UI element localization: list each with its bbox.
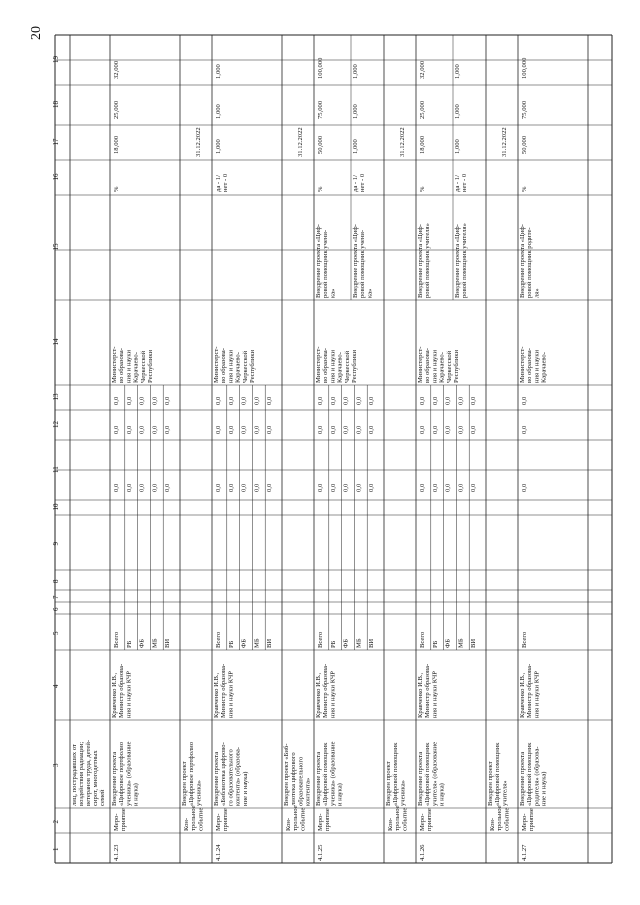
row-unit: % — [317, 186, 324, 192]
row-kind: Меро- — [419, 813, 426, 831]
row-organization: во образова- — [526, 348, 534, 383]
event-date: 31.12.2022 — [501, 127, 508, 157]
column-number: 10 — [52, 503, 60, 511]
column-number: 2 — [52, 820, 60, 824]
row-number: 4.1.23 — [113, 844, 120, 861]
value-col13: 0,0 — [151, 396, 159, 405]
value-col11: 0,0 — [317, 483, 324, 492]
value-col13: 0,0 — [266, 396, 274, 405]
event-date: 31.12.2022 — [297, 127, 304, 157]
row-indicator: ровой помощник учени- — [322, 229, 330, 298]
value-col11: 0,0 — [470, 483, 478, 492]
row-name: Внедрен проект «Биб- — [283, 743, 290, 806]
column-number: 17 — [52, 138, 60, 146]
fund-label: РБ — [125, 640, 133, 648]
row-executor: ния и науки КЧР — [329, 671, 337, 718]
row-organization: Черкесской — [139, 350, 147, 383]
row-executor: Министр образова- — [118, 663, 126, 718]
value-col12: 0,0 — [431, 425, 439, 434]
row-col18: 25,000 — [419, 100, 426, 119]
row-organization: Черкесской — [343, 350, 351, 383]
row-kind: событие — [197, 807, 205, 831]
row-kind: событие — [503, 807, 511, 831]
row-organization: Министерст- — [519, 346, 526, 383]
column-number: 12 — [52, 421, 60, 428]
table-grid — [55, 35, 612, 863]
row-organization: во образова- — [424, 348, 432, 383]
value-col11: 0,0 — [240, 483, 248, 492]
column-number: 3 — [52, 763, 60, 767]
row-kind: трольное — [292, 805, 300, 831]
column-number: 5 — [52, 631, 60, 635]
row-executor: Министр образова- — [526, 663, 534, 718]
value-col11: 0,0 — [164, 483, 172, 492]
row-name: ученика» — [399, 780, 407, 806]
carryover-text: лиц, пострадавших от — [71, 744, 78, 806]
value-col13: 0,0 — [164, 396, 172, 405]
value-col13: 0,0 — [431, 396, 439, 405]
value-col13: 0,0 — [215, 396, 222, 405]
row-name: «Цифровое портфолио — [118, 742, 126, 806]
fund-label: Всего — [215, 631, 222, 648]
row-name: и наука) — [336, 783, 344, 806]
row-organization: ния и науки — [227, 349, 235, 383]
row-col19-2: 1,000 — [352, 64, 359, 79]
row-name: ученика» (образование — [125, 741, 133, 806]
row-name: лиотека цифрового — [290, 752, 298, 806]
row-executor: Министр образова- — [424, 663, 432, 718]
value-col13: 0,0 — [470, 396, 478, 405]
row-executor: Кравченко И.В., — [519, 672, 526, 718]
column-number: 9 — [52, 542, 60, 546]
value-col13: 0,0 — [317, 396, 324, 405]
row-name: Внедрение проекта — [417, 751, 424, 806]
row-organization: Карачаево- — [234, 352, 242, 383]
row-col18: 75,000 — [317, 100, 324, 119]
row-executor: Кравченко И.В., — [111, 672, 118, 718]
row-name: учителя» (образование — [431, 741, 439, 806]
row-executor: Кравченко И.В., — [315, 672, 322, 718]
fund-label: ВИ — [266, 638, 274, 648]
row-name: «Цифровой помощник — [322, 742, 330, 806]
row-target: 50,000 — [317, 135, 324, 154]
row-name: и наука) — [438, 783, 446, 806]
event-date: 31.12.2022 — [195, 127, 202, 157]
row-target: 50,000 — [521, 135, 528, 154]
column-number: 19 — [52, 56, 60, 63]
row-unit: % — [521, 186, 528, 192]
value-col11: 0,0 — [521, 483, 528, 492]
row-indicator-2: ровой помощник учителя» — [461, 223, 469, 298]
row-organization: Республики — [351, 349, 358, 383]
value-col13: 0,0 — [240, 396, 248, 405]
row-organization: Карачаево- — [438, 352, 446, 383]
row-col19: 100,000 — [317, 57, 324, 79]
value-col13: 0,0 — [253, 396, 261, 405]
row-name: и наука) — [132, 783, 140, 806]
row-organization: Министерст- — [111, 346, 118, 383]
event-date: 31.12.2022 — [399, 127, 406, 157]
table-text — [29, 26, 548, 861]
value-col11: 0,0 — [444, 483, 452, 492]
value-col13: 0,0 — [342, 396, 350, 405]
row-col18: 75,000 — [521, 100, 528, 119]
row-name: Внедрение проекта — [111, 751, 118, 806]
row-indicator: ровой помощник родите- — [526, 227, 534, 298]
value-col13: 0,0 — [329, 396, 337, 405]
value-col11: 0,0 — [368, 483, 376, 492]
value-col12: 0,0 — [317, 425, 324, 434]
value-col12: 0,0 — [355, 425, 363, 434]
row-kind: Кон- — [387, 817, 394, 831]
row-unit-2: нет - 0 — [461, 173, 469, 192]
row-name: «Цифровой помощник — [494, 742, 502, 806]
fund-label: ФБ — [138, 639, 146, 648]
value-col12: 0,0 — [151, 425, 159, 434]
row-kind: событие — [401, 807, 409, 831]
row-organization: во образова- — [322, 348, 330, 383]
row-name: «Цифровой помощник — [526, 742, 534, 806]
row-organization: во образова- — [118, 348, 126, 383]
row-target: 18,000 — [419, 135, 426, 154]
row-name: го образовательного — [227, 749, 235, 806]
value-col11: 0,0 — [457, 483, 465, 492]
value-col11: 0,0 — [113, 483, 120, 492]
column-number: 18 — [52, 101, 60, 108]
value-col12: 0,0 — [125, 425, 133, 434]
value-col13: 0,0 — [113, 396, 120, 405]
value-col12: 0,0 — [215, 425, 222, 434]
value-col12: 0,0 — [470, 425, 478, 434]
column-number: 7 — [52, 595, 60, 599]
row-organization: ния и науки — [431, 349, 439, 383]
value-col11: 0,0 — [419, 483, 426, 492]
row-executor: Министр образова- — [322, 663, 330, 718]
value-col12: 0,0 — [368, 425, 376, 434]
row-kind: трольное — [394, 805, 402, 831]
row-col19: 1,000 — [215, 64, 222, 79]
fund-label: Всего — [113, 631, 120, 648]
row-name: «Цифровой помощник — [392, 742, 400, 806]
fund-label: МБ — [457, 638, 465, 648]
value-col12: 0,0 — [164, 425, 172, 434]
row-kind: приятие — [120, 808, 128, 831]
row-unit-2: нет - 0 — [359, 173, 367, 192]
row-organization: ния и науки — [329, 349, 337, 383]
row-kind: приятие — [528, 808, 536, 831]
value-col13: 0,0 — [368, 396, 376, 405]
row-organization: Министерст- — [213, 346, 220, 383]
row-unit: % — [419, 186, 426, 192]
value-col12: 0,0 — [253, 425, 261, 434]
value-col11: 0,0 — [342, 483, 350, 492]
row-name: контента» (образова- — [234, 747, 242, 806]
value-col11: 0,0 — [329, 483, 337, 492]
row-executor: ния и науки КЧР — [533, 671, 541, 718]
row-target: 18,000 — [113, 135, 120, 154]
row-executor: Кравченко И.В., — [213, 672, 220, 718]
value-col11: 0,0 — [138, 483, 146, 492]
row-name: Внедрение проекта — [519, 751, 526, 806]
value-col11: 0,0 — [125, 483, 133, 492]
fund-label: ВИ — [164, 638, 172, 648]
value-col12: 0,0 — [138, 425, 146, 434]
fund-label: РБ — [329, 640, 337, 648]
fund-label: ФБ — [240, 639, 248, 648]
row-organization: Карачаево- — [336, 352, 344, 383]
row-target: 1,000 — [215, 139, 222, 154]
row-indicator-2: Внедрение проекта «Циф- — [352, 224, 359, 298]
row-name: родителя» (образова- — [533, 746, 541, 806]
row-name: Внедрен проект — [181, 761, 188, 806]
row-name: ученика» (образование — [329, 741, 337, 806]
row-col19: 32,000 — [113, 60, 120, 79]
row-organization: ния и науки — [533, 349, 541, 383]
row-col19-2: 1,000 — [454, 64, 461, 79]
row-kind: трольное — [190, 805, 198, 831]
fund-label: Всего — [521, 631, 528, 648]
row-number: 4.1.26 — [419, 844, 426, 861]
row-indicator-2: ка» — [366, 288, 374, 298]
fund-label: Всего — [419, 631, 426, 648]
column-number: 11 — [52, 466, 60, 473]
row-name: ние и наука) — [241, 771, 249, 806]
row-unit: нет - 0 — [222, 173, 230, 192]
row-kind: приятие — [324, 808, 332, 831]
row-executor: ния и науки КЧР — [227, 671, 235, 718]
fund-label: ФБ — [444, 639, 452, 648]
carryover-text: семей — [99, 789, 106, 806]
value-col11: 0,0 — [215, 483, 222, 492]
value-col11: 0,0 — [355, 483, 363, 492]
column-number: 15 — [52, 243, 60, 251]
row-kind: событие — [299, 807, 307, 831]
value-col13: 0,0 — [227, 396, 235, 405]
column-number: 14 — [52, 338, 60, 346]
value-col12: 0,0 — [266, 425, 274, 434]
value-col12: 0,0 — [342, 425, 350, 434]
row-kind: Кон- — [489, 817, 496, 831]
value-col11: 0,0 — [266, 483, 274, 492]
carryover-text: сирот, многодетных — [92, 750, 99, 806]
carryover-text: ветеранов труда, детей- — [85, 739, 92, 806]
column-number: 8 — [52, 579, 60, 583]
fund-label: Всего — [317, 631, 324, 648]
row-kind: приятие — [426, 808, 434, 831]
row-kind: Меро- — [317, 813, 324, 831]
value-col12: 0,0 — [329, 425, 337, 434]
row-organization: Министерст- — [417, 346, 424, 383]
page-number: 20 — [29, 26, 44, 40]
row-executor: ния и науки КЧР — [125, 671, 133, 718]
row-name: «Цифровой помощник — [424, 742, 432, 806]
row-indicator: ля» — [533, 288, 541, 298]
row-col18: 25,000 — [113, 100, 120, 119]
row-indicator-2: ровой помощник учени- — [359, 229, 367, 298]
row-kind: Меро- — [215, 813, 222, 831]
row-kind: Меро- — [113, 813, 120, 831]
row-kind: трольное — [496, 805, 504, 831]
value-col12: 0,0 — [113, 425, 120, 434]
row-col18: 1,000 — [215, 104, 222, 119]
value-col12: 0,0 — [227, 425, 235, 434]
row-indicator: ка» — [329, 288, 337, 298]
row-number: 4.1.24 — [215, 844, 222, 861]
row-col19: 100,000 — [521, 57, 528, 79]
value-col11: 0,0 — [431, 483, 439, 492]
fund-label: МБ — [253, 638, 261, 648]
fund-label: РБ — [227, 640, 235, 648]
value-col11: 0,0 — [227, 483, 235, 492]
row-name: ученика» — [195, 780, 203, 806]
row-target-2: 1,000 — [352, 139, 359, 154]
row-organization: Министерст- — [315, 346, 322, 383]
row-kind: приятие — [222, 808, 230, 831]
value-col11: 0,0 — [253, 483, 261, 492]
row-indicator: Внедрение проекта «Циф- — [417, 224, 424, 298]
fund-label: ВИ — [470, 638, 478, 648]
row-name: учителя» — [501, 780, 509, 806]
row-number: 4.1.27 — [521, 844, 528, 861]
row-organization: Черкесской — [241, 350, 249, 383]
row-name: образовательного — [297, 756, 305, 806]
row-col18-2: 1,000 — [352, 104, 359, 119]
value-col13: 0,0 — [355, 396, 363, 405]
row-indicator: Внедрение проекта «Циф- — [315, 224, 322, 298]
row-name: Внедрение проекта — [213, 751, 220, 806]
fund-label: ФБ — [342, 639, 350, 648]
column-number: 4 — [52, 684, 60, 688]
value-col13: 0,0 — [419, 396, 426, 405]
row-organization: во образова- — [220, 348, 228, 383]
column-number: 1 — [52, 847, 60, 851]
value-col12: 0,0 — [444, 425, 452, 434]
value-col12: 0,0 — [419, 425, 426, 434]
fund-label: РБ — [431, 640, 439, 648]
value-col13: 0,0 — [444, 396, 452, 405]
row-kind: Меро- — [521, 813, 528, 831]
row-organization: ния и науки — [125, 349, 133, 383]
row-organization: Черкесской — [445, 350, 453, 383]
row-indicator: Внедрение проекта «Циф- — [519, 224, 526, 298]
value-col12: 0,0 — [521, 425, 528, 434]
row-name: ние и наука) — [540, 771, 548, 806]
value-col13: 0,0 — [125, 396, 133, 405]
row-kind: Кон- — [285, 817, 292, 831]
column-number: 6 — [52, 607, 60, 611]
row-unit: % — [113, 186, 120, 192]
fund-label: МБ — [355, 638, 363, 648]
row-kind: Кон- — [183, 817, 190, 831]
row-name: «Цифровое портфолио — [188, 742, 196, 806]
row-organization: Карачаево- — [540, 352, 548, 383]
row-executor: Министр образова- — [220, 663, 228, 718]
fund-label: ВИ — [368, 638, 376, 648]
row-indicator: ровой помощник учителя» — [424, 223, 432, 298]
row-name: Внедрен проект — [385, 761, 392, 806]
value-col12: 0,0 — [240, 425, 248, 434]
row-organization: Республики — [147, 349, 154, 383]
row-unit: да - 1/ — [215, 175, 222, 192]
row-name: контента» — [304, 777, 312, 806]
row-organization: Республики — [453, 349, 460, 383]
row-organization: Карачаево- — [132, 352, 140, 383]
row-indicator-2: Внедрение проекта «Циф- — [454, 224, 461, 298]
row-name: Внедрение проекта — [315, 751, 322, 806]
value-col11: 0,0 — [151, 483, 159, 492]
column-number: 16 — [52, 173, 60, 181]
row-organization: Республики — [249, 349, 256, 383]
value-col12: 0,0 — [457, 425, 465, 434]
value-col13: 0,0 — [521, 396, 528, 405]
value-col13: 0,0 — [138, 396, 146, 405]
row-name: «Библиотека цифрово- — [220, 742, 228, 806]
row-executor: Кравченко И.В., — [417, 672, 424, 718]
value-col13: 0,0 — [457, 396, 465, 405]
row-executor: ния и науки КЧР — [431, 671, 439, 718]
row-col19: 32,000 — [419, 60, 426, 79]
row-name: Внедрен проект — [487, 761, 494, 806]
fund-label: МБ — [151, 638, 159, 648]
row-target-2: 1,000 — [454, 139, 461, 154]
row-unit-2: да - 1/ — [454, 175, 461, 192]
column-number: 13 — [52, 393, 60, 401]
row-number: 4.1.25 — [317, 844, 324, 861]
row-col18-2: 1,000 — [454, 104, 461, 119]
row-unit-2: да - 1/ — [352, 175, 359, 192]
carryover-text: воздействия радиации; — [78, 741, 85, 806]
